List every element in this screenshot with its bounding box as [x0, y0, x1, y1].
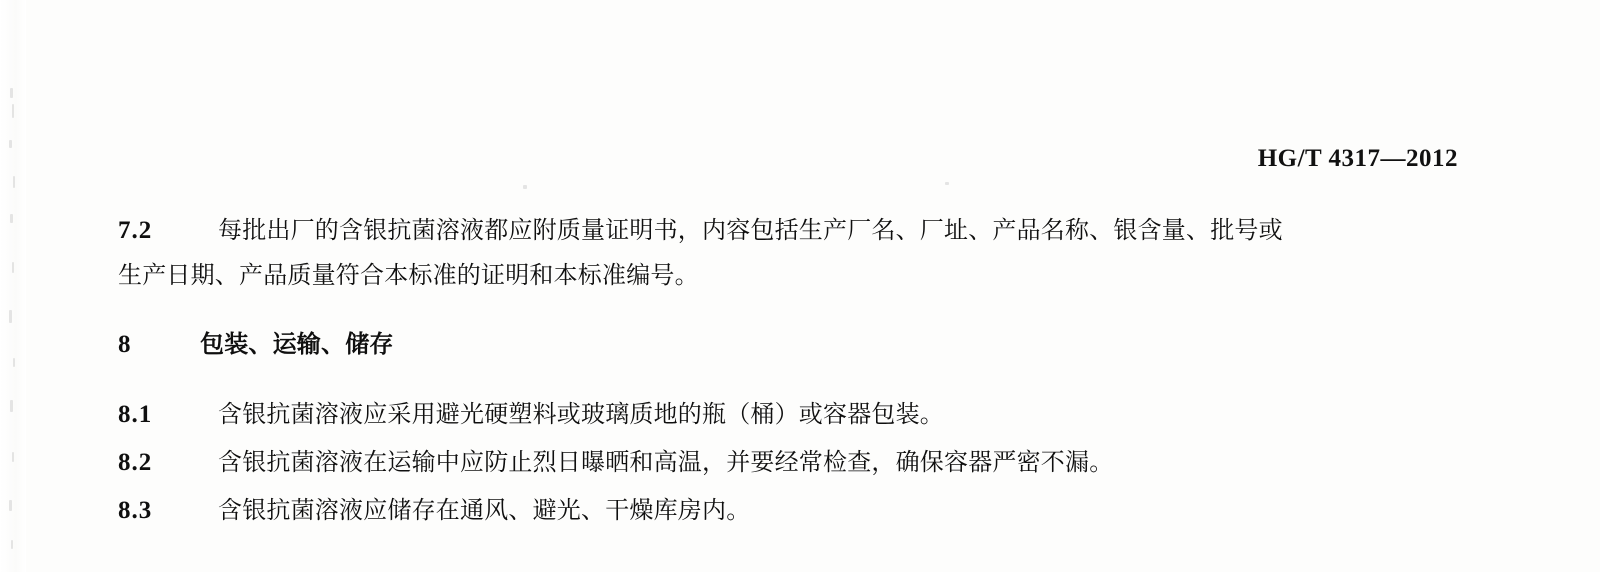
clause-text: 含银抗菌溶液在运输中应防止烈日曝晒和高温，并要经常检查，确保容器严密不漏。: [218, 448, 1114, 476]
section-8-heading: [118, 322, 1458, 367]
standard-number-header: HG/T 4317—2012: [1257, 145, 1458, 172]
clause-8-1: [118, 392, 1458, 437]
clause-number: 8.3: [118, 497, 153, 524]
clause-text: 含银抗菌溶液应储存在通风、避光、干燥库房内。: [218, 496, 751, 524]
clause-number: 8.1: [118, 401, 153, 428]
clause-text: 含银抗菌溶液应采用避光硬塑料或玻璃质地的瓶（桶）或容器包装。: [218, 400, 944, 428]
clause-text-line-1: 每批出厂的含银抗菌溶液都应附质量证明书，内容包括生产厂名、厂址、产品名称、银含量、批号或: [218, 216, 1283, 244]
scan-edge-artifact: [0, 0, 26, 572]
clause-8-3: [118, 488, 1458, 533]
scan-speck: [523, 185, 527, 189]
clause-number: 7.2: [118, 217, 153, 244]
scan-speck: [945, 182, 949, 185]
section-title-text: 包装、运输、储存: [200, 330, 394, 358]
clause-8-2: [118, 440, 1458, 485]
clause-number: 8.2: [118, 449, 153, 476]
section-number: 8: [118, 331, 132, 358]
clause-7-2: [118, 208, 1458, 297]
clause-text-line-2: 生产日期、产品质量符合本标准的证明和本标准编号。: [118, 261, 699, 289]
